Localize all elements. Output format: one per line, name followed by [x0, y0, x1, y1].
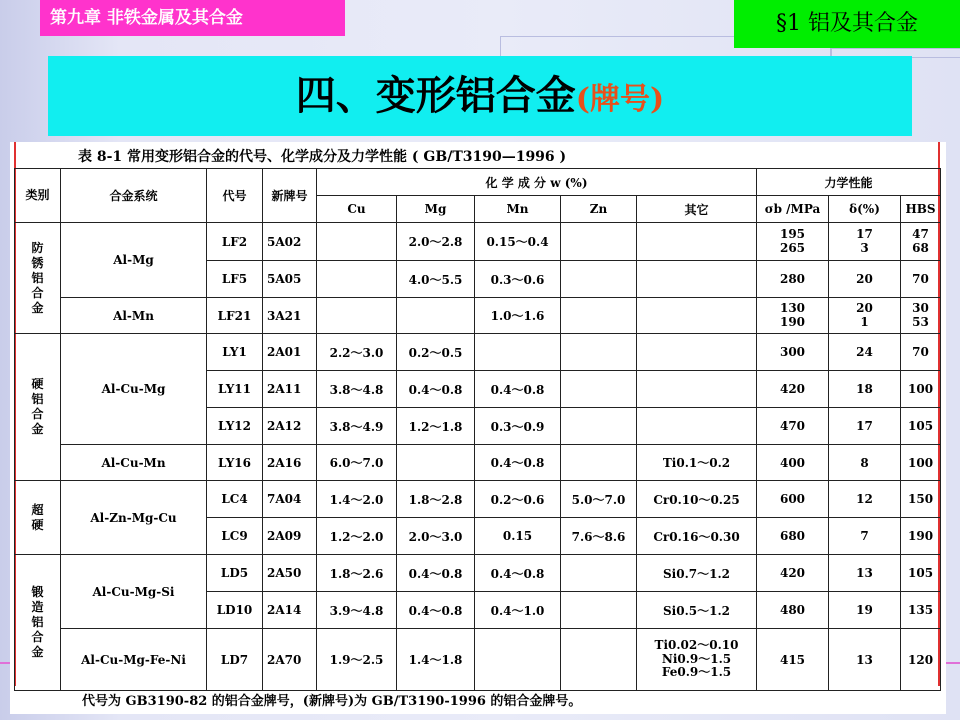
cell-cu: 1.2～2.0	[317, 518, 397, 555]
header-mechanical: 力学性能	[757, 169, 941, 196]
cell-sigma: 400	[757, 445, 829, 481]
cell-cu: 3.8～4.8	[317, 371, 397, 408]
cell-zn	[561, 592, 637, 629]
header-mg: Mg	[397, 196, 475, 223]
cell-mg: 1.8～2.8	[397, 481, 475, 518]
cell-sigma: 420	[757, 555, 829, 592]
cell-code: LC4	[207, 481, 263, 518]
cell-hbs: 30 53	[901, 298, 941, 334]
cell-sigma: 130 190	[757, 298, 829, 334]
cell-grade: 5A02	[263, 223, 317, 261]
cell-delta: 19	[829, 592, 901, 629]
cell-grade: 3A21	[263, 298, 317, 334]
cell-other: Ti0.1～0.2	[637, 445, 757, 481]
cell-mn: 0.3～0.6	[475, 261, 561, 298]
cell-zn	[561, 629, 637, 691]
cell-code: LY12	[207, 408, 263, 445]
cell-mn: 0.3～0.9	[475, 408, 561, 445]
cell-mn: 0.4～0.8	[475, 371, 561, 408]
chapter-label: 第九章 非铁金属及其合金	[40, 0, 345, 36]
cell-zn	[561, 555, 637, 592]
cell-cu: 1.8～2.6	[317, 555, 397, 592]
cell-other	[637, 261, 757, 298]
cell-delta: 20 1	[829, 298, 901, 334]
cell-grade: 2A01	[263, 334, 317, 371]
cell-code: LD5	[207, 555, 263, 592]
cell-other: Cr0.16～0.30	[637, 518, 757, 555]
title-sub: (牌号)	[575, 82, 665, 117]
cell-mg: 2.0～2.8	[397, 223, 475, 261]
cell-system: Al-Cu-Mg-Si	[61, 555, 207, 629]
cell-delta: 20	[829, 261, 901, 298]
cell-mg: 0.4～0.8	[397, 555, 475, 592]
cell-delta: 17 3	[829, 223, 901, 261]
cell-zn	[561, 445, 637, 481]
cell-delta: 24	[829, 334, 901, 371]
cell-code: LD7	[207, 629, 263, 691]
cell-zn	[561, 334, 637, 371]
cell-hbs: 70	[901, 261, 941, 298]
cell-sigma: 420	[757, 371, 829, 408]
table-row	[15, 298, 941, 334]
cell-grade: 2A12	[263, 408, 317, 445]
cell-cu	[317, 298, 397, 334]
header-other: 其它	[637, 196, 757, 223]
cell-hbs: 105	[901, 408, 941, 445]
cell-mn: 0.4～1.0	[475, 592, 561, 629]
cell-cu: 3.9～4.8	[317, 592, 397, 629]
cell-hbs: 47 68	[901, 223, 941, 261]
cell-hbs: 105	[901, 555, 941, 592]
cell-hbs: 100	[901, 445, 941, 481]
cell-hbs: 100	[901, 371, 941, 408]
cell-hbs: 150	[901, 481, 941, 518]
cell-grade: 2A16	[263, 445, 317, 481]
table-row	[15, 555, 941, 592]
cell-delta: 13	[829, 629, 901, 691]
table-sheet	[10, 142, 946, 714]
cell-system: Al-Cu-Mg-Fe-Ni	[61, 629, 207, 691]
cell-sigma: 680	[757, 518, 829, 555]
header-code: 代号	[207, 169, 263, 223]
cell-zn	[561, 298, 637, 334]
cell-other	[637, 223, 757, 261]
cell-sigma: 280	[757, 261, 829, 298]
cell-other: Si0.7～1.2	[637, 555, 757, 592]
cell-grade: 2A11	[263, 371, 317, 408]
cell-mg: 0.4～0.8	[397, 592, 475, 629]
cell-system: Al-Zn-Mg-Cu	[61, 481, 207, 555]
cell-code: LC9	[207, 518, 263, 555]
category-fangxiu: 防锈铝合金	[15, 223, 61, 334]
table-footnote: 代号为 GB3190-82 的铝合金牌号，(新牌号)为 GB/T3190-1996 的铝合金牌号。	[82, 694, 582, 709]
cell-mn	[475, 629, 561, 691]
cell-mg: 2.0～3.0	[397, 518, 475, 555]
alloy-table	[14, 168, 941, 691]
cell-system: Al-Mg	[61, 223, 207, 298]
cell-code: LF5	[207, 261, 263, 298]
title-main: 四、变形铝合金	[295, 73, 576, 119]
cell-cu: 2.2～3.0	[317, 334, 397, 371]
cell-mg: 4.0～5.5	[397, 261, 475, 298]
cell-mn: 0.4～0.8	[475, 555, 561, 592]
cell-other: Ti0.02～0.10 Ni0.9～1.5 Fe0.9～1.5	[637, 629, 757, 691]
cell-zn	[561, 408, 637, 445]
cell-code: LF2	[207, 223, 263, 261]
category-chaoying: 超硬	[15, 481, 61, 555]
cell-hbs: 120	[901, 629, 941, 691]
cell-sigma: 300	[757, 334, 829, 371]
page-title	[48, 56, 912, 136]
cell-system: Al-Mn	[61, 298, 207, 334]
cell-cu: 6.0～7.0	[317, 445, 397, 481]
cell-cu: 1.9～2.5	[317, 629, 397, 691]
table-row	[15, 334, 941, 371]
table-row	[15, 223, 941, 261]
header-category: 类别	[15, 169, 61, 223]
cell-delta: 17	[829, 408, 901, 445]
cell-zn: 7.6～8.6	[561, 518, 637, 555]
cell-code: LY11	[207, 371, 263, 408]
cell-code: LD10	[207, 592, 263, 629]
cell-grade: 2A14	[263, 592, 317, 629]
cell-other	[637, 334, 757, 371]
category-ying: 硬铝合金	[15, 334, 61, 481]
cell-sigma: 470	[757, 408, 829, 445]
section-label: §1 铝及其合金	[734, 0, 960, 48]
table-caption: 表 8-1 常用变形铝合金的代号、化学成分及力学性能 ( GB/T3190—1996 )	[78, 149, 567, 165]
cell-code: LY1	[207, 334, 263, 371]
cell-mg: 1.2～1.8	[397, 408, 475, 445]
header-system: 合金系统	[61, 169, 207, 223]
cell-grade: 2A09	[263, 518, 317, 555]
cell-sigma: 480	[757, 592, 829, 629]
cell-mn: 0.15	[475, 518, 561, 555]
cell-cu: 1.4～2.0	[317, 481, 397, 518]
cell-mn: 0.15～0.4	[475, 223, 561, 261]
cell-sigma: 600	[757, 481, 829, 518]
cell-grade: 2A70	[263, 629, 317, 691]
table-row	[15, 445, 941, 481]
cell-other: Cr0.10～0.25	[637, 481, 757, 518]
cell-other	[637, 408, 757, 445]
cell-zn: 5.0～7.0	[561, 481, 637, 518]
cell-mn: 0.4～0.8	[475, 445, 561, 481]
cell-hbs: 190	[901, 518, 941, 555]
header-composition: 化 学 成 分 w (%)	[317, 169, 757, 196]
cell-mg	[397, 298, 475, 334]
cell-grade: 7A04	[263, 481, 317, 518]
cell-system: Al-Cu-Mn	[61, 445, 207, 481]
header-hbs: HBS	[901, 196, 941, 223]
cell-system: Al-Cu-Mg	[61, 334, 207, 445]
table-row	[15, 629, 941, 691]
category-duanzao: 锻造铝合金	[15, 555, 61, 691]
cell-hbs: 70	[901, 334, 941, 371]
header-new-grade: 新牌号	[263, 169, 317, 223]
header-mn: Mn	[475, 196, 561, 223]
cell-cu	[317, 223, 397, 261]
header-sigma: σb /MPa	[757, 196, 829, 223]
cell-cu	[317, 261, 397, 298]
cell-zn	[561, 371, 637, 408]
cell-other	[637, 298, 757, 334]
cell-code: LY16	[207, 445, 263, 481]
cell-other: Si0.5～1.2	[637, 592, 757, 629]
header-cu: Cu	[317, 196, 397, 223]
cell-other	[637, 371, 757, 408]
cell-zn	[561, 223, 637, 261]
cell-mn: 0.2～0.6	[475, 481, 561, 518]
cell-delta: 18	[829, 371, 901, 408]
cell-delta: 13	[829, 555, 901, 592]
cell-delta: 12	[829, 481, 901, 518]
cell-mg: 0.2～0.5	[397, 334, 475, 371]
cell-delta: 8	[829, 445, 901, 481]
header-zn: Zn	[561, 196, 637, 223]
cell-grade: 2A50	[263, 555, 317, 592]
cell-mg	[397, 445, 475, 481]
table-row	[15, 481, 941, 518]
cell-delta: 7	[829, 518, 901, 555]
cell-mg: 0.4～0.8	[397, 371, 475, 408]
cell-zn	[561, 261, 637, 298]
cell-mg: 1.4～1.8	[397, 629, 475, 691]
cell-hbs: 135	[901, 592, 941, 629]
cell-cu: 3.8～4.9	[317, 408, 397, 445]
cell-mn: 1.0～1.6	[475, 298, 561, 334]
cell-grade: 5A05	[263, 261, 317, 298]
cell-mn	[475, 334, 561, 371]
cell-sigma: 415	[757, 629, 829, 691]
cell-sigma: 195 265	[757, 223, 829, 261]
header-delta: δ(%)	[829, 196, 901, 223]
cell-code: LF21	[207, 298, 263, 334]
